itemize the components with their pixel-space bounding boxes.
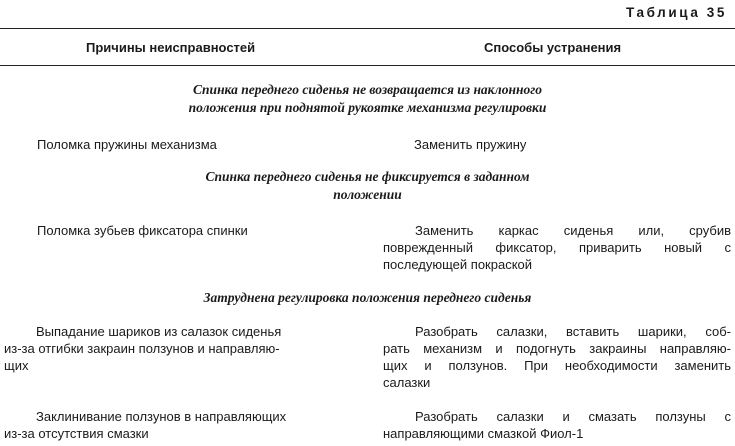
remedy-line: Разобрать салазки и смазать ползуны с [415, 409, 731, 424]
remedy-cell [383, 222, 731, 273]
remedy-cell [383, 323, 731, 391]
section-heading-line: Спинка переднего сиденья не возвращается из наклонного [193, 82, 542, 97]
remedy-line: Заменить пружину [414, 137, 527, 152]
remedy-line: Разобрать салазки, вставить шарики, соб- [415, 324, 731, 339]
remedy-line: щих и ползунов. При необходимости заменить [383, 358, 731, 373]
remedy-cell [414, 136, 735, 153]
remedy-line: последующей покраской [383, 257, 533, 272]
section-heading [60, 289, 675, 307]
table-number: Таблица 35 [625, 5, 727, 20]
cause-line: Поломка зубьев фиксатора спинки [37, 223, 248, 238]
remedy-line: салазки [383, 375, 431, 390]
section-heading-line: положения при поднятой рукоятке механизма регулировки [188, 100, 547, 115]
section-heading-line: Спинка переднего сиденья не фиксируется в заданном [205, 169, 530, 184]
remedy-line: поврежденный фиксатор, приварить новый с [383, 240, 731, 255]
remedy-line: направляющими смазкой Фиол-1 [383, 426, 584, 441]
cause-line: Поломка пружины механизма [37, 137, 217, 152]
cause-cell [37, 222, 387, 239]
cause-line: Выпадание шариков из салазок сиденья [36, 324, 282, 339]
header-rule-top [0, 28, 735, 29]
cause-line: из-за отгибки закраин ползунов и направляю- [4, 341, 280, 356]
column-header-causes: Причины неисправностей [86, 40, 256, 55]
cause-line: из-за отсутствия смазки [4, 426, 149, 441]
column-header-remedies: Способы устранения [484, 40, 622, 55]
remedy-line: Заменить каркас сиденья или, срубив [415, 223, 731, 238]
cause-cell [4, 323, 354, 374]
cause-cell [4, 408, 354, 442]
cause-cell [37, 136, 387, 153]
section-heading-line: положении [333, 187, 402, 202]
section-heading-line: Затруднена регулировка положения переднего сиденья [203, 290, 532, 305]
remedy-line: рать механизм и подогнуть закраины направляю- [383, 341, 731, 356]
section-heading [60, 81, 675, 117]
remedy-cell [383, 408, 731, 442]
cause-line: щих [4, 358, 29, 373]
header-rule-bottom [0, 65, 735, 66]
section-heading [60, 168, 675, 204]
cause-line: Заклинивание ползунов в направляющих [36, 409, 287, 424]
